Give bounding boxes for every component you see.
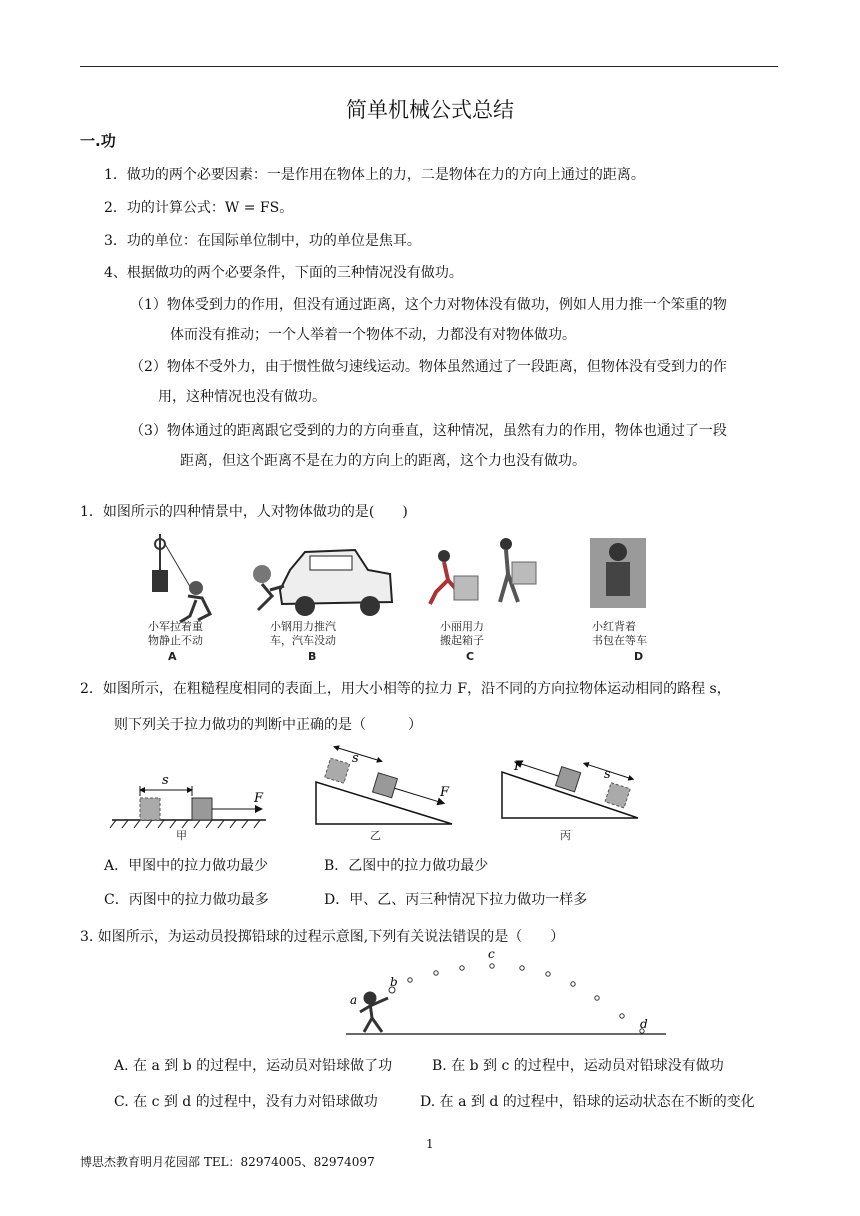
case-2-line-2: 用，这种情况也没有做功。 <box>158 389 326 405</box>
case-3-line-1: （3）物体通过的距离跟它受到的力的方向垂直，这种情况，虽然有力的作用，物体也通过了一段 <box>130 423 727 439</box>
question-3-stem: 3. 如图所示，为运动员投掷铅球的过程示意图,下列有关说法错误的是（ ） <box>80 929 565 945</box>
picture-a-caption-2: 物静止不动 <box>148 634 203 647</box>
question-3-option-c: C. 在 c 到 d 的过程中，没有力对铅球做功 <box>114 1094 378 1110</box>
point-c-label: c <box>488 947 495 961</box>
yi-s-label: s <box>352 751 359 766</box>
figure-bing <box>502 743 638 842</box>
header-rule <box>80 66 778 67</box>
question-3-figure <box>340 946 670 1038</box>
bing-f-label: F <box>514 759 524 774</box>
picture-d-caption-1: 小红背着 <box>592 620 636 633</box>
rule-item-2: 2．功的计算公式：W = FS。 <box>104 200 294 216</box>
question-1-figure <box>130 530 690 666</box>
question-2-option-d: D．甲、乙、丙三种情况下拉力做功一样多 <box>324 892 588 908</box>
rule-item-1: 1．做功的两个必要因素：一是作用在物体上的力，二是物体在力的方向上通过的距离。 <box>104 167 645 183</box>
picture-a <box>148 534 210 663</box>
case-1-line-2: 体而没有推动；一个人举着一个物体不动，力都没有对物体做功。 <box>170 327 576 343</box>
picture-a-letter: A <box>168 650 177 663</box>
jia-f-label: F <box>254 791 264 806</box>
question-3-option-b: B. 在 b 到 c 的过程中，运动员对铅球没有做功 <box>432 1058 724 1074</box>
rule-item-3: 3．功的单位：在国际单位制中，功的单位是焦耳。 <box>104 233 421 249</box>
jia-caption: 甲 <box>176 829 187 842</box>
bing-caption: 丙 <box>560 829 571 842</box>
question-2-stem-line-2: 则下列关于拉力做功的判断中正确的是（ ） <box>114 717 422 733</box>
section-heading: 一.功 <box>80 132 116 150</box>
picture-a-caption-1: 小军拉着重 <box>148 620 203 633</box>
picture-c-letter: C <box>466 650 475 663</box>
picture-c-caption-1: 小丽用力 <box>440 620 484 633</box>
picture-d-caption-2: 书包在等车 <box>592 634 647 647</box>
bing-s-label: s <box>604 767 611 782</box>
athlete-icon <box>360 993 388 1032</box>
question-1-stem: 1．如图所示的四种情景中，人对物体做功的是( ) <box>80 504 408 520</box>
case-1-line-1: （1）物体受到力的作用，但没有通过距离，这个力对物体没有做功，例如人用力推一个笨重的物 <box>130 297 727 313</box>
picture-b <box>253 550 392 663</box>
figure-yi <box>316 747 452 842</box>
question-2-option-a: A．甲图中的拉力做功最少 <box>104 858 269 874</box>
picture-d <box>590 538 647 663</box>
yi-caption: 乙 <box>370 829 381 842</box>
picture-c <box>430 538 536 663</box>
page-title: 简单机械公式总结 <box>346 98 514 122</box>
case-3-line-2: 距离，但这个距离不是在力的方向上的距离，这个力也没有做功。 <box>180 453 586 469</box>
rule-item-4: 4、根据做功的两个必要条件，下面的三种情况没有做功。 <box>104 265 463 281</box>
question-2-stem-line-1: 2．如图所示，在粗糙程度相同的表面上，用大小相等的拉力 F，沿不同的方向拉物体运动相同的路程 s， <box>80 681 731 697</box>
jia-s-label: s <box>162 773 169 788</box>
page-number: 1 <box>426 1137 434 1151</box>
picture-d-letter: D <box>634 650 644 663</box>
question-2-option-c: C．丙图中的拉力做功最多 <box>104 892 269 908</box>
question-3-option-d: D. 在 a 到 d 的过程中，铅球的运动状态在不断的变化 <box>420 1094 755 1110</box>
case-2-line-1: （2）物体不受外力，由于惯性做匀速线运动。物体虽然通过了一段距离，但物体没有受到力的作 <box>130 359 727 375</box>
question-2-figure <box>100 742 660 846</box>
question-2-option-b: B．乙图中的拉力做功最少 <box>324 858 489 874</box>
footer-contact: 博思杰教育明月花园部 TEL：82974005、82974097 <box>80 1155 375 1169</box>
point-d-label: d <box>640 1017 648 1031</box>
point-b-label: b <box>390 975 398 989</box>
picture-b-caption-1: 小钢用力推汽 <box>270 620 336 633</box>
question-3-option-a: A. 在 a 到 b 的过程中，运动员对铅球做了功 <box>114 1058 393 1074</box>
point-a-label: a <box>350 993 358 1007</box>
picture-b-caption-2: 车，汽车没动 <box>270 634 336 647</box>
picture-b-letter: B <box>308 650 317 663</box>
yi-f-label: F <box>440 785 450 800</box>
picture-c-caption-2: 搬起箱子 <box>440 634 484 647</box>
figure-jia <box>110 773 266 842</box>
